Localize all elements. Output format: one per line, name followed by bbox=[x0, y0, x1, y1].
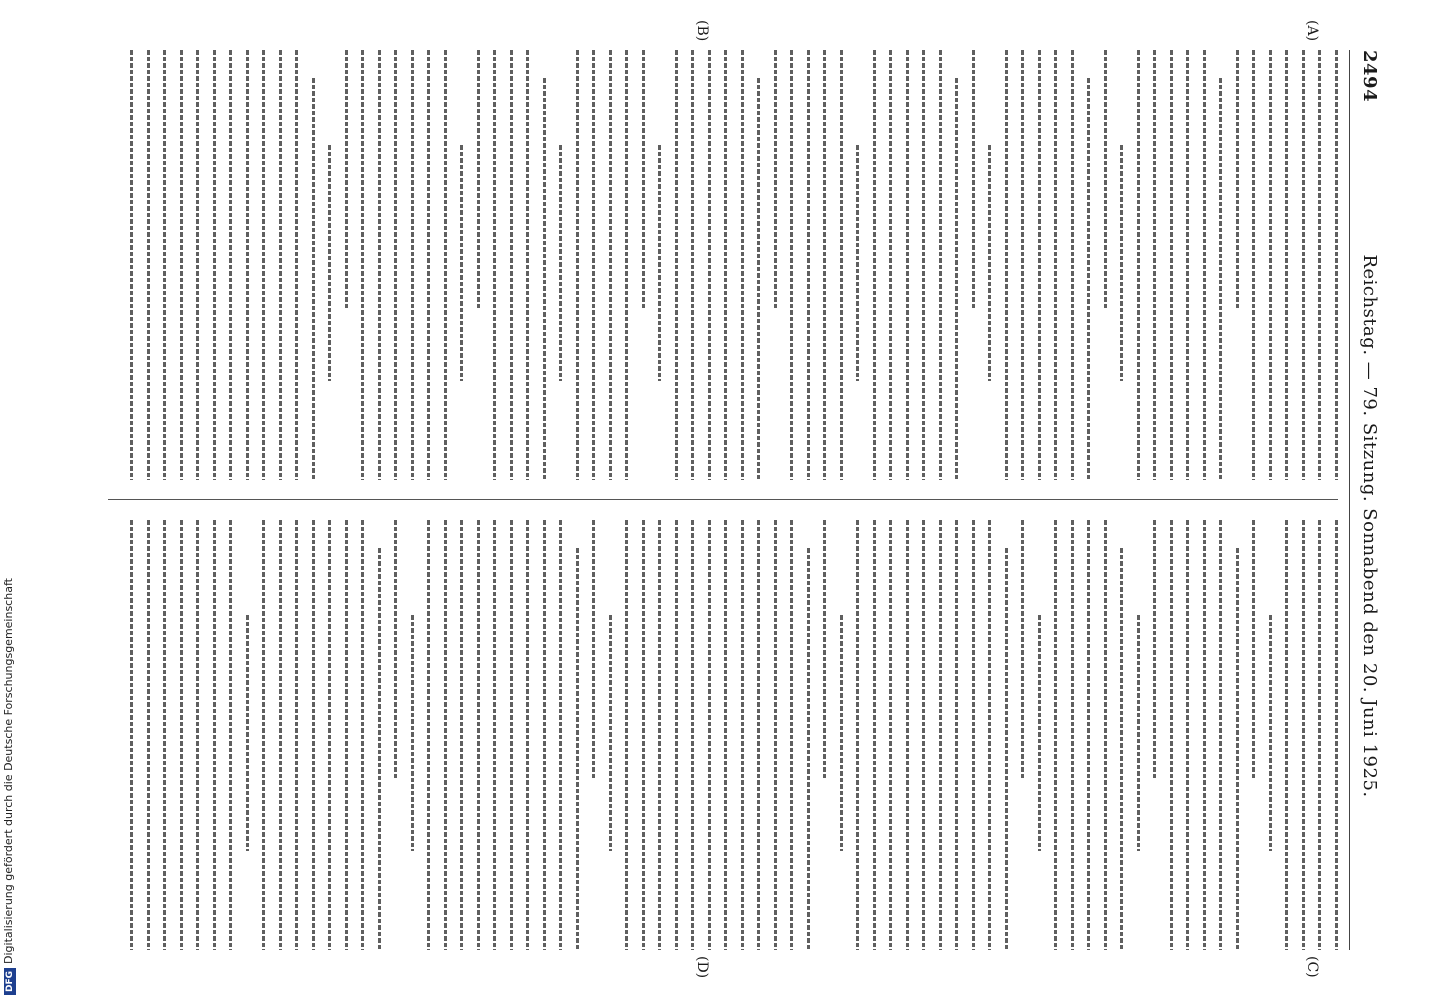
text-line bbox=[1203, 520, 1206, 950]
column-divider bbox=[108, 499, 1338, 500]
text-line bbox=[147, 50, 150, 480]
text-line bbox=[659, 520, 662, 950]
text-line bbox=[758, 520, 761, 950]
margin-mark-c: (C) bbox=[1304, 956, 1320, 978]
text-line bbox=[1154, 50, 1157, 480]
text-line bbox=[1335, 520, 1338, 950]
text-line bbox=[444, 520, 447, 950]
text-line bbox=[1269, 50, 1272, 480]
text-line bbox=[197, 50, 200, 480]
text-line bbox=[131, 520, 134, 950]
text-line bbox=[708, 520, 711, 950]
text-line bbox=[593, 50, 596, 480]
text-line bbox=[1088, 520, 1091, 950]
text-line bbox=[1104, 520, 1107, 950]
text-line bbox=[989, 520, 992, 950]
text-line bbox=[1154, 520, 1157, 778]
text-line bbox=[1038, 50, 1041, 480]
text-line bbox=[543, 78, 546, 480]
text-line bbox=[378, 50, 381, 480]
text-line bbox=[1335, 50, 1338, 480]
text-line bbox=[890, 50, 893, 480]
text-line bbox=[939, 520, 942, 950]
text-line bbox=[1005, 548, 1008, 950]
text-line bbox=[593, 520, 596, 778]
text-line bbox=[857, 520, 860, 950]
text-line bbox=[477, 520, 480, 950]
text-line bbox=[213, 50, 216, 480]
text-line bbox=[1088, 78, 1091, 480]
text-line bbox=[626, 520, 629, 950]
text-line bbox=[939, 50, 942, 480]
text-line bbox=[1203, 50, 1206, 480]
text-line bbox=[312, 520, 315, 950]
text-line bbox=[609, 50, 612, 480]
text-line bbox=[725, 50, 728, 480]
text-line bbox=[362, 520, 365, 950]
left-column bbox=[108, 50, 1338, 480]
text-line bbox=[213, 520, 216, 950]
text-line bbox=[543, 520, 546, 950]
text-line bbox=[1137, 50, 1140, 480]
text-line bbox=[461, 145, 464, 382]
text-line bbox=[873, 520, 876, 950]
text-line bbox=[1137, 615, 1140, 852]
text-line bbox=[1187, 50, 1190, 480]
text-line bbox=[824, 520, 827, 778]
text-line bbox=[758, 78, 761, 480]
page-header bbox=[1349, 50, 1390, 950]
text-line bbox=[1071, 50, 1074, 480]
text-line bbox=[1286, 50, 1289, 480]
text-line bbox=[444, 50, 447, 480]
text-line bbox=[1121, 548, 1124, 950]
text-line bbox=[395, 50, 398, 480]
text-line bbox=[362, 50, 365, 480]
text-line bbox=[263, 50, 266, 480]
text-line bbox=[675, 50, 678, 480]
text-line bbox=[725, 520, 728, 950]
text-line bbox=[873, 50, 876, 480]
text-line bbox=[1319, 520, 1322, 950]
footer-credit bbox=[2, 578, 16, 995]
text-line bbox=[164, 50, 167, 480]
text-line bbox=[741, 520, 744, 950]
text-line bbox=[923, 50, 926, 480]
text-line bbox=[230, 50, 233, 480]
text-line bbox=[1253, 50, 1256, 480]
footer-strip bbox=[0, 0, 20, 1000]
text-line bbox=[263, 520, 266, 950]
page-number: 2494 bbox=[1359, 50, 1381, 103]
text-line bbox=[1005, 50, 1008, 480]
text-line bbox=[791, 50, 794, 480]
text-line bbox=[675, 520, 678, 950]
text-line bbox=[1302, 520, 1305, 950]
text-line bbox=[461, 520, 464, 950]
text-line bbox=[576, 50, 579, 480]
text-line bbox=[329, 145, 332, 382]
text-line bbox=[1220, 520, 1223, 950]
text-line bbox=[411, 50, 414, 480]
text-line bbox=[1170, 50, 1173, 480]
text-line bbox=[609, 615, 612, 852]
text-line bbox=[626, 50, 629, 480]
left-column-text bbox=[108, 50, 1338, 480]
text-line bbox=[1071, 520, 1074, 950]
text-line bbox=[527, 520, 530, 950]
text-line bbox=[510, 520, 513, 950]
margin-mark-a: (A) bbox=[1304, 20, 1320, 42]
text-line bbox=[329, 520, 332, 950]
text-line bbox=[164, 520, 167, 950]
text-line bbox=[1055, 520, 1058, 950]
footer-credit-text: Digitalisierung gefördert durch die Deutsche Forschungsgemeinschaft bbox=[2, 578, 15, 964]
text-line bbox=[741, 50, 744, 480]
text-line bbox=[774, 520, 777, 950]
text-line bbox=[824, 50, 827, 480]
text-line bbox=[279, 520, 282, 950]
text-line bbox=[1269, 615, 1272, 852]
text-line bbox=[956, 78, 959, 480]
text-line bbox=[510, 50, 513, 480]
text-line bbox=[692, 520, 695, 950]
text-line bbox=[989, 145, 992, 382]
text-line bbox=[527, 50, 530, 480]
margin-mark-b: (B) bbox=[694, 20, 710, 42]
text-line bbox=[180, 50, 183, 480]
text-line bbox=[1022, 50, 1025, 480]
text-line bbox=[494, 50, 497, 480]
text-line bbox=[246, 50, 249, 480]
text-line bbox=[692, 50, 695, 480]
text-line bbox=[1302, 50, 1305, 480]
text-line bbox=[840, 50, 843, 480]
text-line bbox=[972, 520, 975, 950]
text-line bbox=[428, 520, 431, 950]
text-line bbox=[1170, 520, 1173, 950]
text-line bbox=[890, 520, 893, 950]
text-line bbox=[923, 520, 926, 950]
right-column-text bbox=[108, 520, 1338, 950]
text-line bbox=[296, 520, 299, 950]
text-line bbox=[147, 520, 150, 950]
text-line bbox=[230, 520, 233, 950]
text-line bbox=[345, 50, 348, 308]
text-line bbox=[807, 548, 810, 950]
text-line bbox=[774, 50, 777, 308]
dfg-logo: DFG bbox=[4, 968, 16, 995]
text-line bbox=[1236, 548, 1239, 950]
document-page bbox=[90, 20, 1390, 979]
text-line bbox=[560, 145, 563, 382]
text-line bbox=[708, 50, 711, 480]
text-line bbox=[642, 50, 645, 308]
text-line bbox=[246, 615, 249, 852]
text-line bbox=[411, 615, 414, 852]
text-line bbox=[395, 520, 398, 778]
text-line bbox=[345, 520, 348, 950]
text-line bbox=[560, 520, 563, 950]
text-line bbox=[807, 50, 810, 480]
margin-mark-d: (D) bbox=[694, 956, 710, 979]
text-line bbox=[906, 520, 909, 950]
text-line bbox=[1055, 50, 1058, 480]
text-line bbox=[791, 520, 794, 950]
text-line bbox=[1104, 50, 1107, 308]
text-line bbox=[659, 145, 662, 382]
text-line bbox=[477, 50, 480, 308]
text-line bbox=[1236, 50, 1239, 308]
text-line bbox=[131, 50, 134, 480]
text-line bbox=[642, 520, 645, 950]
text-line bbox=[279, 50, 282, 480]
text-line bbox=[906, 50, 909, 480]
text-line bbox=[1038, 615, 1041, 852]
text-line bbox=[1286, 520, 1289, 950]
text-line bbox=[1220, 78, 1223, 480]
text-line bbox=[428, 50, 431, 480]
text-line bbox=[972, 50, 975, 308]
text-line bbox=[378, 548, 381, 950]
text-line bbox=[1121, 145, 1124, 382]
text-line bbox=[1187, 520, 1190, 950]
text-line bbox=[1022, 520, 1025, 778]
right-column bbox=[108, 520, 1338, 950]
text-line bbox=[494, 520, 497, 950]
text-line bbox=[197, 520, 200, 950]
text-line bbox=[840, 615, 843, 852]
text-line bbox=[312, 78, 315, 480]
text-line bbox=[576, 548, 579, 950]
page-title: Reichstag. — 79. Sitzung. Sonnabend den 20. Juni 1925. bbox=[1359, 254, 1381, 798]
text-line bbox=[1253, 520, 1256, 778]
text-line bbox=[956, 520, 959, 950]
text-line bbox=[857, 145, 860, 382]
text-line bbox=[180, 520, 183, 950]
text-line bbox=[296, 50, 299, 480]
text-line bbox=[1319, 50, 1322, 480]
